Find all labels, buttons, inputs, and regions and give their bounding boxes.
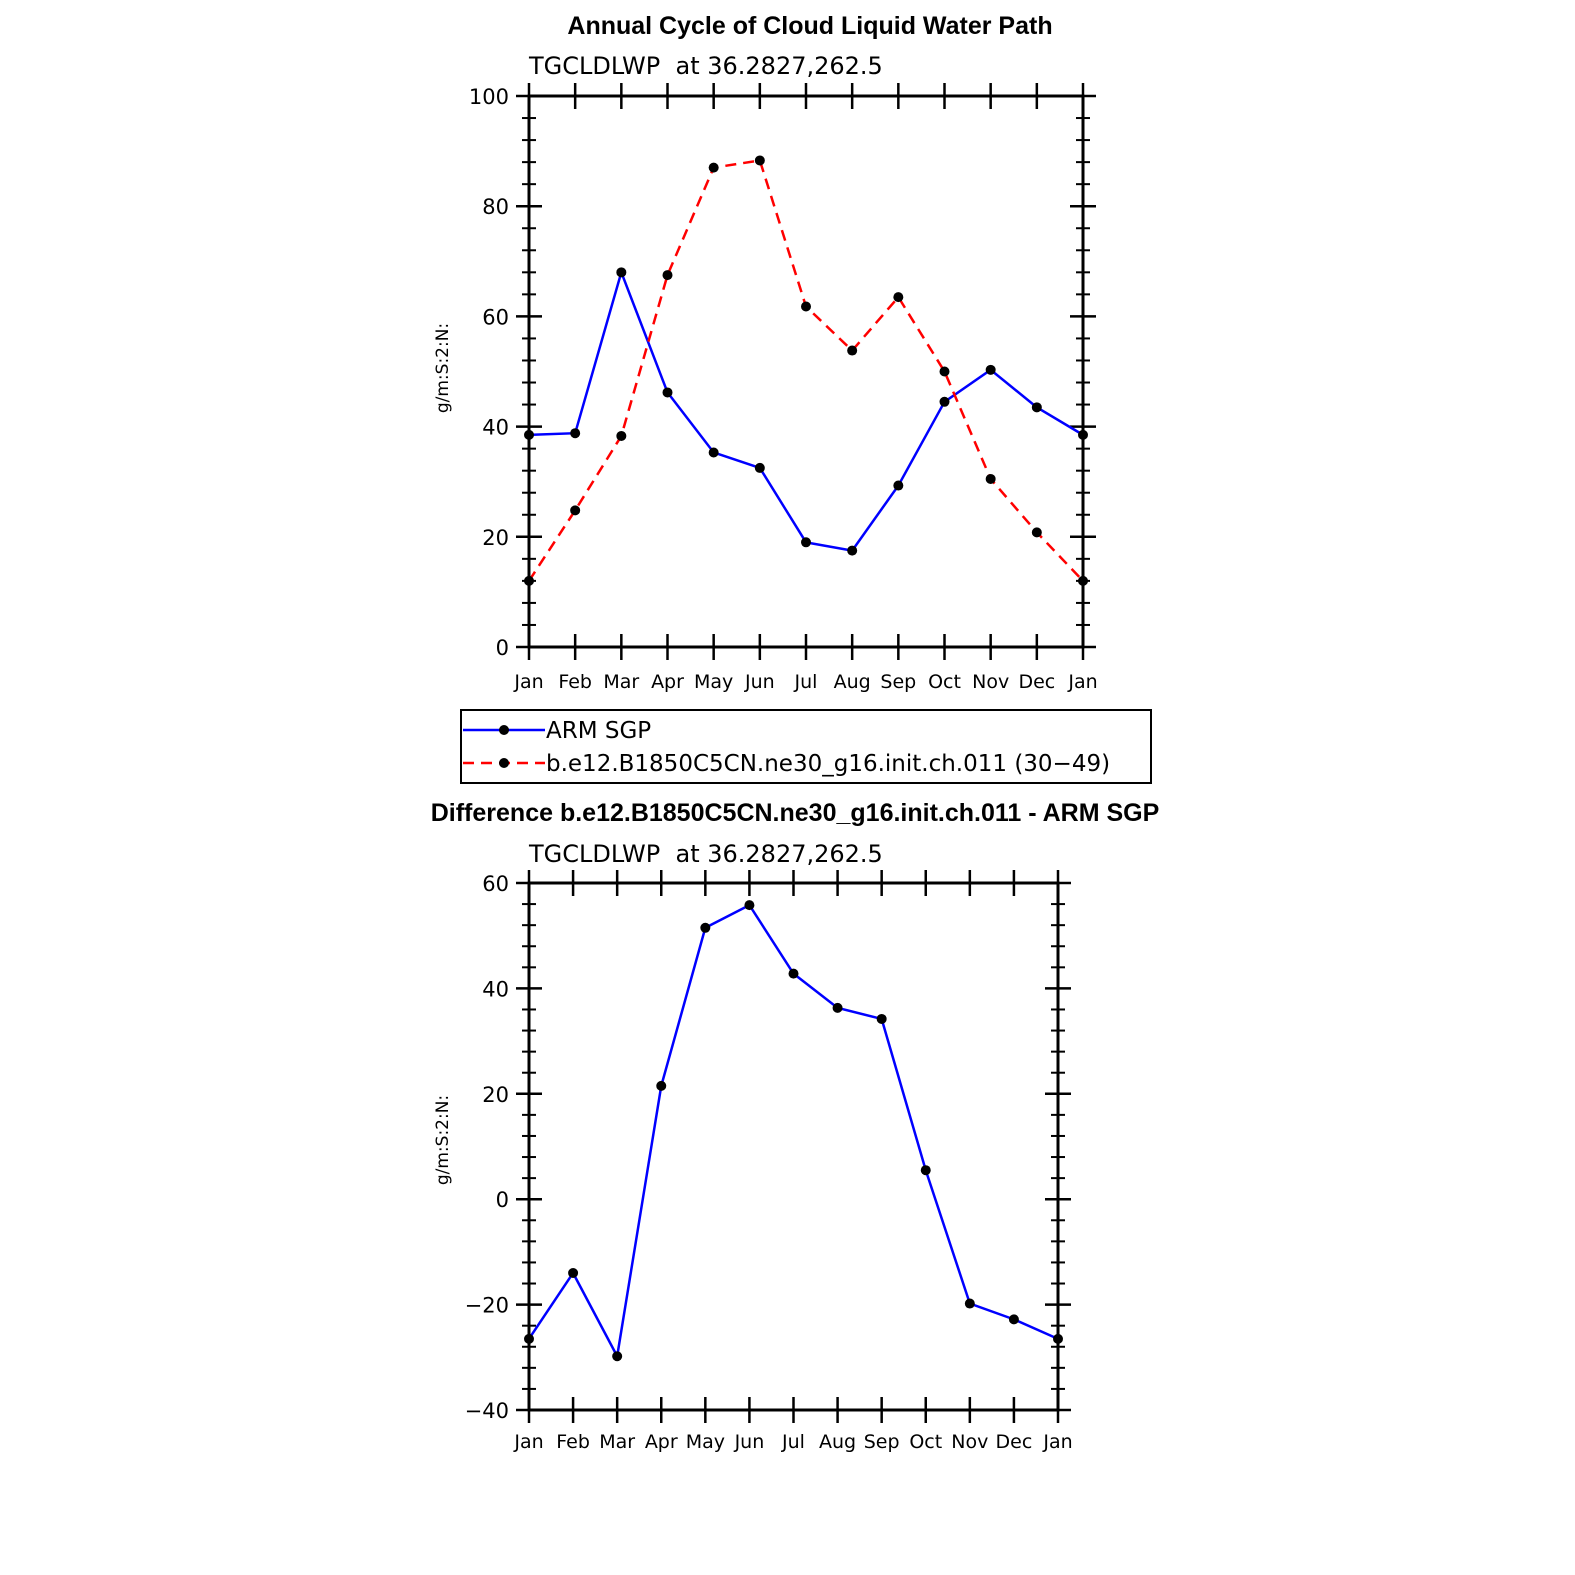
data-point [847, 346, 857, 356]
y-tick-label: 60 [482, 872, 509, 896]
chart1-subtitle: TGCLDLWP at 36.2827,262.5 [529, 52, 883, 80]
chart2-plot-frame [529, 883, 1058, 1410]
data-point [612, 1351, 622, 1361]
difference-chart [431, 799, 1160, 1453]
legend-marker-model [499, 758, 509, 768]
data-point [663, 387, 673, 397]
annual-cycle-chart [433, 12, 1098, 693]
y-tick-label: 40 [482, 977, 509, 1002]
x-tick-label: Jul [794, 671, 818, 693]
x-tick-label: Jan [514, 1431, 544, 1453]
data-point [663, 270, 673, 280]
series-line-1 [529, 160, 1083, 580]
legend-label-arm-sgp: ARM SGP [546, 718, 652, 744]
data-point [744, 900, 754, 910]
x-tick-label: Jan [514, 671, 544, 693]
data-point [940, 367, 950, 377]
data-point [570, 505, 580, 515]
data-point [616, 267, 626, 277]
data-point [940, 397, 950, 407]
data-point [801, 537, 811, 547]
x-tick-label: Feb [558, 671, 592, 693]
data-point [893, 292, 903, 302]
data-point [709, 163, 719, 173]
legend [461, 710, 1151, 783]
data-point [568, 1268, 578, 1278]
y-tick-label: 20 [482, 1082, 509, 1107]
x-tick-label: Mar [603, 671, 640, 693]
legend-label-model: b.e12.B1850C5CN.ne30_g16.init.ch.011 (30−49) [546, 751, 1111, 777]
data-point [709, 447, 719, 457]
y-tick-label: 0 [495, 636, 509, 660]
series-line-0 [529, 272, 1083, 550]
x-tick-label: Oct [928, 671, 961, 693]
x-tick-label: Jan [1068, 671, 1098, 693]
x-tick-label: May [685, 1431, 725, 1453]
x-tick-label: Jun [734, 1431, 765, 1453]
x-tick-label: Feb [556, 1431, 590, 1453]
y-tick-label: 0 [495, 1188, 509, 1213]
y-tick-label: 80 [482, 195, 509, 220]
data-point [570, 428, 580, 438]
x-tick-label: Nov [972, 671, 1010, 693]
data-point [700, 923, 710, 933]
x-tick-label: Aug [819, 1431, 857, 1453]
x-tick-label: Apr [651, 671, 684, 693]
data-point [986, 474, 996, 484]
data-point [847, 546, 857, 556]
data-point [965, 1299, 975, 1309]
x-tick-label: Oct [909, 1431, 943, 1453]
data-point [893, 481, 903, 491]
data-point [1009, 1314, 1019, 1324]
data-point [1032, 527, 1042, 537]
data-point [801, 301, 811, 311]
data-point [656, 1081, 666, 1091]
data-point [616, 431, 626, 441]
chart1-title: Annual Cycle of Cloud Liquid Water Path [567, 12, 1053, 40]
chart2-title: Difference b.e12.B1850C5CN.ne30_g16.init.ch.011 - ARM SGP [430, 799, 1160, 827]
data-point [833, 1003, 843, 1013]
y-tick-label: 20 [482, 525, 509, 550]
y-tick-label: 60 [482, 305, 509, 330]
y-tick-label: −40 [464, 1399, 509, 1423]
x-tick-label: May [694, 671, 734, 693]
x-tick-label: Aug [833, 671, 871, 693]
data-point [789, 969, 799, 979]
chart2-subtitle: TGCLDLWP at 36.2827,262.5 [529, 840, 883, 868]
chart1-plot-frame [529, 96, 1083, 647]
data-point [986, 365, 996, 375]
x-tick-label: Jul [782, 1431, 805, 1453]
x-tick-label: Jan [1043, 1431, 1073, 1453]
x-tick-label: Sep [863, 1431, 900, 1453]
y-tick-label: −20 [464, 1293, 509, 1318]
x-tick-label: Jun [744, 671, 775, 693]
x-tick-label: Dec [995, 1431, 1033, 1453]
x-tick-label: Dec [1018, 671, 1056, 693]
x-tick-label: Sep [880, 671, 917, 693]
x-tick-label: Nov [951, 1431, 989, 1453]
legend-marker-arm-sgp [499, 725, 509, 735]
data-point [755, 463, 765, 473]
data-point [921, 1165, 931, 1175]
y-tick-label: 40 [482, 415, 509, 440]
data-point [877, 1014, 887, 1024]
data-point [1032, 402, 1042, 412]
data-point [755, 155, 765, 165]
y-tick-label: 100 [468, 85, 509, 109]
x-tick-label: Apr [644, 1431, 678, 1453]
chart2-ylabel: g/m:S:2:N: [433, 1094, 453, 1186]
chart1-ylabel: g/m:S:2:N: [433, 322, 453, 414]
x-tick-label: Mar [599, 1431, 636, 1453]
